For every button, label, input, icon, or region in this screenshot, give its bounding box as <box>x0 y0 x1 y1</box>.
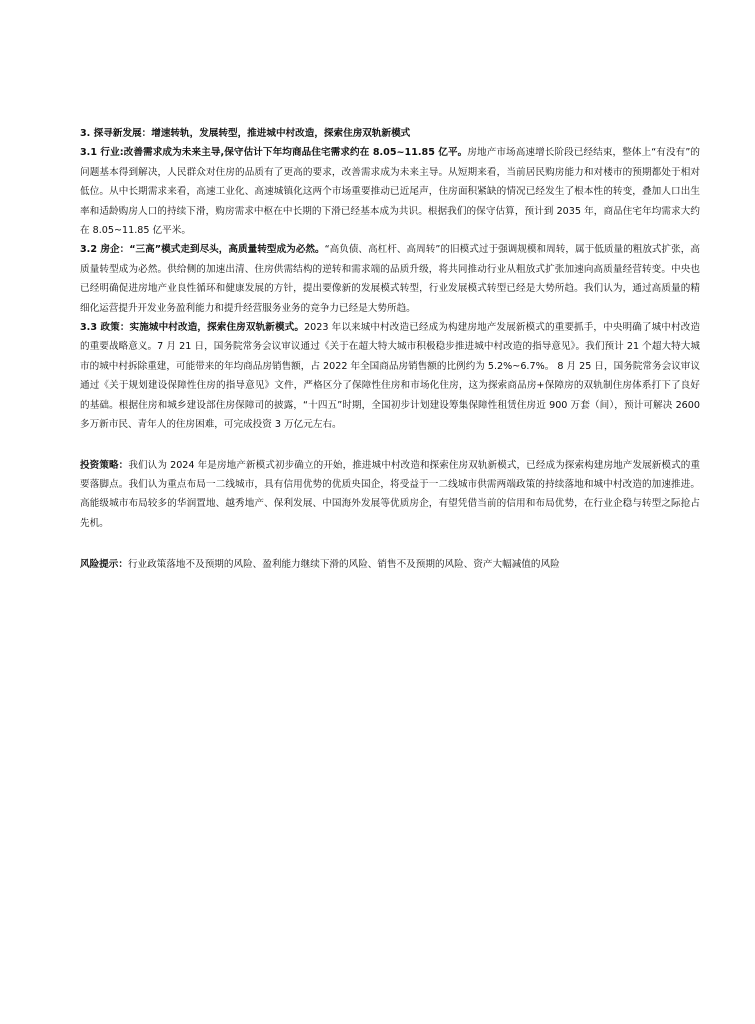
risk-warning-lead: 风险提示： <box>80 559 128 571</box>
paragraph-3-2-body: “高负债、高杠杆、高周转”的旧模式过于强调规模和周转，属于低质量的粗放式扩张，高质量转型成为必然。供给侧的加速出清、住房供需结构的逆转和需求端的品质升级，将共同推动行业从粗放式扩张加速向高质量经营转变。中央也已经明确促进房地产业良性循环和健康发展的方针，提出要像新的发展模式转型，行业发展模式转型已经是大势所趋。我们认为，通过高质量的精细化运营提升开发业务盈利能力和提升经营服务业务的竞争力已经是大势所趋。 <box>80 244 700 314</box>
section-title: 3. 探寻新发展：增速转轨，发展转型，推进城中村改造，探索住房双轨新模式 <box>80 128 411 139</box>
risk-warning <box>80 555 700 574</box>
investment-strategy <box>80 456 700 534</box>
paragraph-3-3 <box>80 318 700 434</box>
report-page <box>80 124 700 575</box>
spacer <box>80 533 700 555</box>
paragraph-3-1-lead: 3.1 行业:改善需求成为未来主导,保守估计下年均商品住宅需求约在 8.05~11.85 亿平。 <box>80 147 468 159</box>
spacer <box>80 435 700 456</box>
investment-strategy-body: 我们认为 2024 年是房地产新模式初步确立的开始，推进城中村改造和探索住房双轨新模式，已经成为探索构建房地产发展新模式的重要落脚点。我们认为重点布局一二线城市，具有信用优势的优质央国企，将受益于一二线城市供需两端政策的持续落地和城中村改造的加速推进。高能级城市布局较多的华润置地、越秀地产、保利发展、中国海外发展等优质房企，有望凭借当前的信用和布局优势，在行业企稳与转型之际抢占先机。 <box>80 459 701 529</box>
paragraph-3-1-body: 房地产市场高速增长阶段已经结束，整体上“有没有”的问题基本得到解决，人民群众对住房的品质有了更高的要求，改善需求成为未来主导。从短期来看，当前居民购房能力和对楼市的预期都处于相对低位。从中长期需求来看，高速工业化、高速城镇化这两个市场重要推动已近尾声，住房面积紧缺的情况已经发生了根本性的转变，叠加人口出生率和适龄购房人口的持续下滑，购房需求中枢在中长期的下滑已经基本成为共识。根据我们的保守估算，预计到 2035 年，商品住宅年均需求大约在 8.05~11.85 亿平米。 <box>80 147 700 237</box>
paragraph-3-1 <box>80 143 700 240</box>
risk-warning-body: 行业政策落地不及预期的风险、盈利能力继续下滑的风险、销售不及预期的风险、资产大幅减值的风险 <box>127 559 560 571</box>
investment-strategy-lead: 投资策略： <box>80 459 129 471</box>
paragraph-3-2 <box>80 240 700 318</box>
paragraph-3-3-lead: 3.3 政策：实施城中村改造，探索住房双轨新模式。 <box>80 322 305 334</box>
paragraph-3-2-lead: 3.2 房企：“三高”模式走到尽头，高质量转型成为必然。 <box>80 244 325 256</box>
paragraph-3-3-body: 2023 年以来城中村改造已经成为构建房地产发展新模式的重要抓手，中央明确了城中村改造的重要战略意义。7 月 21 日，国务院常务会议审议通过《关于在超大特大城市积极稳步推进城中村改造的指导意见》。我们预计 21 个超大特大城市的城中村拆除重建，可能带来的年均商品房销售额，占 2022 年全国商品房销售额的比例约为 5.2%~6.7%。 8 月 25 日，国务院常务会议审议通过《关于规划建设保障性住房的指导意见》文件，严格区分了保障性住房和市场化住房，这为探索商品房+保障房的双轨制住房体系打下了良好的基础。根据住房和城乡建设部住房保障司的披露，“十四五”时期，全国初步计划建设筹集保障性租赁住房近 900 万套（间），预计可解决 2600 多万新市民、青年人的住房困难，可完成投资 3 万亿元左右。 <box>80 322 700 431</box>
